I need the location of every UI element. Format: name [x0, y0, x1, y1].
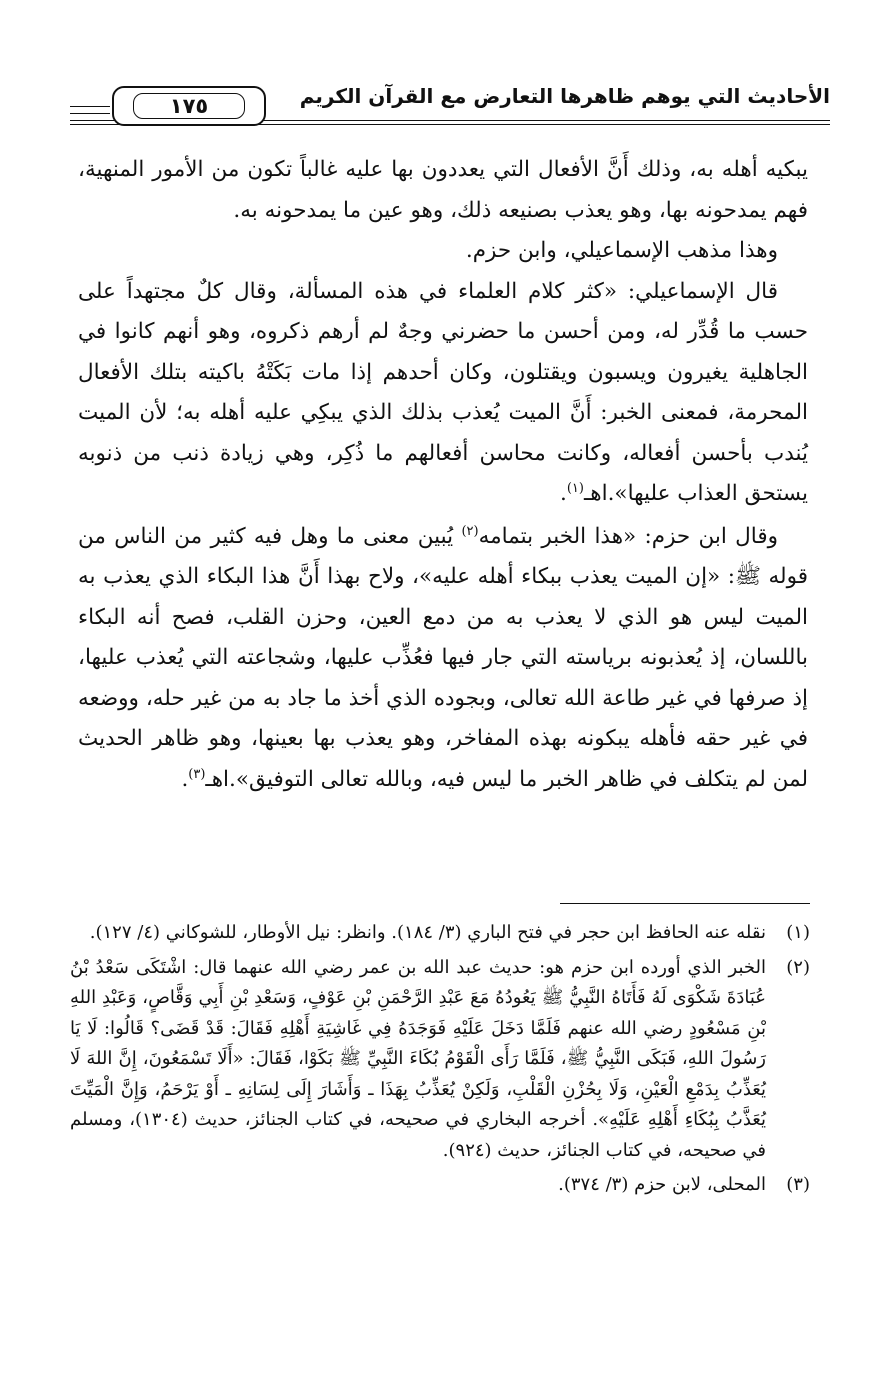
- running-title: الأحاديث التي يوهم ظاهرها التعارض مع القرآن الكريم: [299, 84, 830, 108]
- page-header: [70, 70, 830, 130]
- footnote-number: (٣): [786, 1174, 810, 1195]
- page-number-frame: [112, 86, 266, 126]
- paragraph-1: يبكيه أهله به، وذلك أَنَّ الأفعال التي يعددون بها عليه غالباً تكون من الأمور المنهية، فهم يمدحونه بها، وهو يعذب بصنيعه ذلك، وهو عين ما يمدحونه به.: [78, 157, 808, 223]
- header-ornament-lines: [70, 106, 110, 114]
- footnote-separator: [560, 903, 810, 904]
- footnote-ref-1[interactable]: (١): [566, 480, 584, 496]
- footnote-3: [70, 1170, 810, 1201]
- footnote-text: المحلى، لابن حزم (٣/ ٣٧٤).: [558, 1174, 766, 1195]
- main-text: [78, 150, 808, 800]
- footnote-text: نقله عنه الحافظ ابن حجر في فتح الباري (٣/ ١٨٤). وانظر: نيل الأوطار، للشوكاني (٤/ ١٢٧).: [89, 922, 766, 943]
- paragraph-4-text-b: يُبين معنى ما وهل فيه كثير من الناس من قوله ﷺ: «إن الميت يعذب ببكاء أهله عليه»، ولاح بهذا أَنَّ هذا البكاء الذي يعذب به الميت ليس هو الذي لا يعذب به من دمع العين، وحزن القلب، فصح أنه البكاء باللسان، إذ يُعذبونه برياسته التي جار فيها فعُذِّب عليها، وشجاعته التي يُعذب عليها، إذ صرفها في غير طاعة الله تعالى، وبجوده الذي أخذ ما جاد به من غير حله، ووضعه في غير حقه فأهله يبكونه بهذه المفاخر، وهو يعذب بها بعينها، وهو ظاهر الحديث لمن لم يتكلف في ظاهر الخبر ما ليس فيه، وبالله تعالى التوفيق».اهـ: [78, 523, 808, 792]
- paragraph-4-end: .: [181, 766, 189, 792]
- footnote-ref-2[interactable]: (٢): [461, 523, 479, 539]
- paragraph-3-text: قال الإسماعيلي: «كثر كلام العلماء في هذه المسألة، وقال كلٌ مجتهداً على حسب ما قُدِّر له، ومن أحسن ما حضرني وجهٌ لم أرهم ذكروه، وهو أنهم كانوا في الجاهلية يغيرون ويسبون ويقتلون، وكان أحدهم إذا مات بَكَتْهُ باكيته بتلك الأفعال المحرمة، فمعنى الخبر: أَنَّ الميت يُعذب بذلك الذي يبكِي عليه أهله به؛ لأن الميت يُندب بأحسن أفعاله، وكانت محاسن أفعالهم ما ذُكِر، وهي زيادة ذنب من ذنوبه يستحق العذاب عليها».اهـ: [78, 278, 808, 506]
- page-number: ١٧٥: [133, 93, 245, 119]
- paragraph-4-text-a: وقال ابن حزم: «هذا الخبر بتمامه: [478, 523, 778, 549]
- footnote-2: [70, 953, 810, 1167]
- paragraph-3: [78, 272, 808, 515]
- footnote-1: [70, 918, 810, 949]
- footnote-number: (١): [786, 922, 810, 943]
- footnotes: [70, 918, 810, 1205]
- footnote-number: (٢): [786, 956, 810, 978]
- footnote-ref-3[interactable]: (٣): [188, 766, 206, 782]
- paragraph-2: وهذا مذهب الإسماعيلي، وابن حزم.: [465, 238, 778, 263]
- paragraph-3-end: .: [559, 481, 567, 506]
- footnote-text: الخبر الذي أورده ابن حزم هو: حديث عبد الله بن عمر رضي الله عنهما قال: اشْتَكَى سَعْدُ بْنُ عُبَادَةَ شَكْوَى لَهُ فَأَتَاهُ النَّبِيُّ ﷺ يَعُودُهُ مَعَ عَبْدِ الرَّحْمَنِ بْنِ عَوْفٍ، وَسَعْدِ بْنِ أَبِي وَقَّاصٍ، وَعَبْدِ اللهِ بْنِ مَسْعُودٍ رضي الله عنهم فَلَمَّا دَخَلَ عَلَيْهِ فَوَجَدَهُ فِي غَاشِيَةِ أَهْلِهِ فَقَالَ: قَدْ قَضَى؟ قَالُوا: لَا يَا رَسُولَ اللهِ، فَبَكَى النَّبِيُّ ﷺ، فَلَمَّا رَأَى الْقَوْمُ بُكَاءَ النَّبِيِّ ﷺ بَكَوْا، فَقَالَ: «أَلَا تَسْمَعُونَ، إِنَّ اللهَ لَا يُعَذِّبُ بِدَمْعِ الْعَيْنِ، وَلَا بِحُزْنِ الْقَلْبِ، وَلَكِنْ يُعَذِّبُ بِهَذَا ـ وَأَشَارَ إِلَى لِسَانِهِ ـ أَوْ يَرْحَمُ، وَإِنَّ الْمَيِّتَ يُعَذَّبُ بِبُكَاءِ أَهْلِهِ عَلَيْهِ». أخرجه البخاري في صحيحه، في كتاب الجنائز، حديث (١٣٠٤)، ومسلم في صحيحه، في كتاب الجنائز، حديث (٩٢٤).: [70, 956, 766, 1161]
- paragraph-4: [78, 517, 808, 801]
